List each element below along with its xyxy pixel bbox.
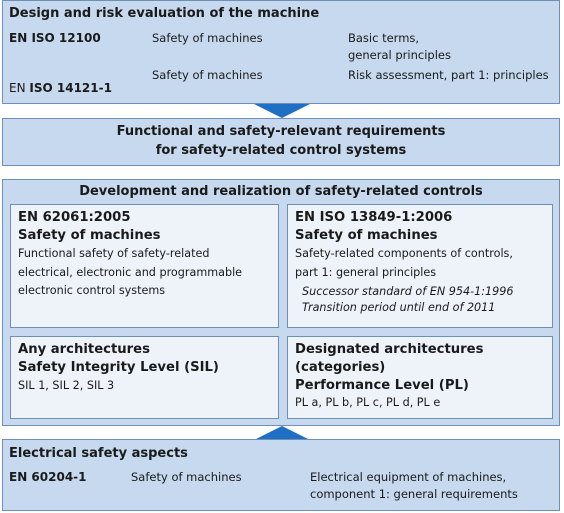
en-iso-13849-box — [287, 204, 553, 328]
functional-line-2: for safety-related control systems — [155, 143, 407, 158]
pl-box — [287, 336, 553, 419]
pl-line-3: Performance Level (PL) — [295, 378, 469, 393]
design-risk-panel — [2, 0, 560, 104]
electrical-safety-panel — [2, 439, 560, 511]
iso-14121-prefix: EN — [9, 81, 26, 95]
en-60204-standard: EN 60204-1 — [9, 470, 87, 484]
en-iso-13849-desc-2: part 1: general principles — [295, 265, 437, 279]
sil-line-2: Safety Integrity Level (SIL) — [18, 360, 219, 375]
en-60204-desc-1: Electrical equipment of machines, — [310, 470, 507, 484]
en-62061-subject: Safety of machines — [18, 228, 161, 243]
iso-14121-number: ISO 14121-1 — [29, 81, 112, 95]
iso-12100-prefix: EN — [9, 31, 28, 45]
en-iso-13849-note-2: Transition period until end of 2011 — [302, 301, 496, 314]
iso-14121-subject: Safety of machines — [152, 68, 263, 82]
en-62061-standard: EN 62061:2005 — [18, 210, 131, 225]
sil-values: SIL 1, SIL 2, SIL 3 — [18, 379, 115, 392]
development-title: Development and realization of safety-related controls — [79, 184, 483, 199]
en-62061-box — [10, 204, 279, 328]
pl-values: PL a, PL b, PL c, PL d, PL e — [295, 396, 441, 409]
en-60204-subject: Safety of machines — [131, 470, 242, 484]
functional-requirements-panel — [2, 118, 560, 166]
en-62061-desc-2: electrical, electronic and programmable — [18, 265, 243, 279]
en-iso-13849-desc-1: Safety-related components of controls, — [295, 247, 513, 260]
pl-line-1: Designated architectures — [295, 342, 484, 357]
functional-line-1: Functional and safety-relevant requirements — [116, 124, 446, 139]
iso-12100-subject: Safety of machines — [152, 31, 263, 45]
development-panel — [2, 179, 560, 426]
sil-box — [10, 336, 279, 419]
iso-12100-number: ISO 12100 — [31, 31, 101, 45]
pl-line-2: (categories) — [295, 360, 386, 375]
iso-14121-label — [9, 81, 112, 95]
en-iso-13849-standard: EN ISO 13849-1:2006 — [295, 210, 453, 225]
iso-14121-desc: Risk assessment, part 1: principles — [348, 68, 549, 82]
iso-12100-desc-2: general principles — [348, 48, 451, 62]
en-62061-desc-3: electronic control systems — [18, 284, 166, 297]
en-iso-13849-subject: Safety of machines — [295, 228, 438, 243]
sil-line-1: Any architectures — [18, 342, 150, 357]
en-62061-desc-1: Functional safety of safety-related — [18, 247, 210, 260]
iso-12100-desc-1: Basic terms, — [348, 31, 420, 45]
design-risk-title: Design and risk evaluation of the machine — [9, 6, 320, 21]
electrical-title: Electrical safety aspects — [9, 446, 188, 461]
en-60204-desc-2: component 1: general requirements — [310, 487, 518, 501]
iso-12100-label — [9, 31, 101, 45]
en-iso-13849-note-1: Successor standard of EN 954-1:1996 — [302, 285, 514, 298]
